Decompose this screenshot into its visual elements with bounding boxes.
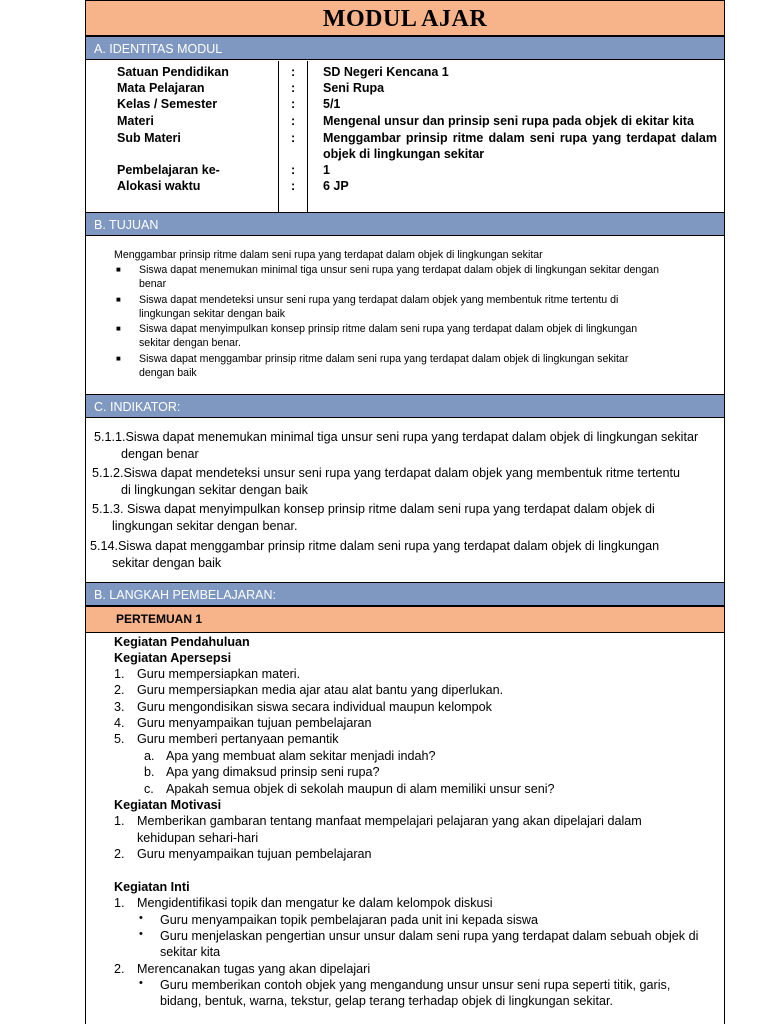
pemantik-item: Apa yang dimaksud prinsip seni rupa? [166,765,380,779]
list-item: Mengidentifikasi topik dan mengatur ke dalam kelompok diskusi [137,896,493,910]
identitas-label: Pembelajaran ke- [117,163,220,177]
list-letter: b. [144,765,155,779]
identitas-value: 1 [323,163,330,177]
section-indikator-header: C. INDIKATOR: [86,394,724,418]
list-item-cont: kehidupan sehari-hari [137,831,259,845]
identitas-value: Menggambar prinsip ritme dalam seni rupa yang terdapat dalam objek di lingkungan sekitar [323,131,717,161]
identitas-label: Kelas / Semester [117,97,218,111]
title-bar [86,0,724,36]
identitas-value: 5/1 [323,97,341,111]
bullet-icon: ■ [116,354,121,363]
bullet-icon: ■ [116,324,121,333]
bullet-icon: ■ [116,265,121,274]
list-letter: a. [144,749,155,763]
identitas-label: Mata Pelajaran [117,81,205,95]
section-tujuan-header: B. TUJUAN [86,212,724,236]
list-item: Guru memberi pertanyaan pemantik [137,732,339,746]
list-number: 1. [114,896,125,910]
tujuan-item: Siswa dapat menemukan minimal tiga unsur seni rupa yang terdapat dalam objek di lingkungan sekitar dengan [139,264,659,276]
list-item: Guru mempersiapkan media ajar atau alat bantu yang diperlukan. [137,683,504,697]
list-number: 2. [114,683,125,697]
list-number: 4. [114,716,125,730]
tujuan-item: Siswa dapat menyimpulkan konsep prinsip ritme dalam seni rupa yang terdapat dalam objek di lingkungan [139,323,638,335]
tujuan-item-cont: benar [139,278,167,290]
list-number: 5. [114,732,125,746]
indikator-item: 5.1.1.Siswa dapat menemukan minimal tiga unsur seni rupa yang terdapat dalam objek di lingkungan sekitar dengan benar [94,430,699,461]
identitas-value: Seni Rupa [323,81,385,95]
kegiatan-inti-heading: Kegiatan Inti [114,880,190,894]
indikator-item: 5.1.3. Siswa dapat menyimpulkan konsep prinsip ritme dalam seni rupa yang terdapat dalam objek di lingkungan sekitar dengan benar. [92,502,655,533]
page-edge-mark [724,996,732,1012]
list-item: Merencanakan tugas yang akan dipelajari [137,962,371,976]
list-item: Guru menyampaikan tujuan pembelajaran [137,847,372,861]
list-number: 2. [114,962,125,976]
pertemuan-header: PERTEMUAN 1 [86,606,724,633]
table-divider [307,61,308,212]
kegiatan-apersepsi-heading: Kegiatan Apersepsi [114,651,232,665]
identitas-value: Mengenal unsur dan prinsip seni rupa pada objek di ekitar kita [323,114,694,128]
bullet-icon: • [139,977,143,989]
identitas-value: 6 JP [323,179,349,193]
list-number: 2. [114,847,125,861]
indikator-item: 5.14.Siswa dapat menggambar prinsip ritme dalam seni rupa yang terdapat dalam objek di lingkungan sekitar dengan baik [90,539,660,570]
identitas-label: Sub Materi [117,131,181,145]
bullet-icon: • [139,928,143,940]
inti-bullet-item-cont: bidang, bentuk, warna, tekstur, gelap terang terhadap objek di lingkungan sekitar. [160,994,613,1008]
tujuan-item: Siswa dapat menggambar prinsip ritme dalam seni rupa yang terdapat dalam objek di lingkungan sekitar [139,353,629,365]
bullet-icon: • [139,912,143,924]
list-item: Guru menyampaikan tujuan pembelajaran [137,716,372,730]
page-title: MODUL AJAR [322,6,488,32]
pemantik-item: Apakah semua objek di sekolah maupun di alam memiliki unsur seni? [166,782,555,796]
list-number: 3. [114,700,125,714]
list-item: Memberikan gambaran tentang manfaat mempelajari pelajaran yang akan dipelajari dalam [137,814,642,828]
inti-bullet-item-cont: sekitar kita [160,945,221,959]
identitas-label: Materi [117,114,154,128]
tujuan-item-cont: dengan baik [139,367,197,379]
inti-bullet-item: Guru memberikan contoh objek yang mengandung unsur unsur seni rupa seperti titik, garis, [160,978,671,992]
list-item: Guru mengondisikan siswa secara individual maupun kelompok [137,700,492,714]
identitas-label: Alokasi waktu [117,179,201,193]
list-number: 1. [114,667,125,681]
section-identitas-header: A. IDENTITAS MODUL [86,36,724,60]
bullet-icon: ■ [116,295,121,304]
identitas-value: SD Negeri Kencana 1 [323,65,449,79]
identitas-label: Satuan Pendidikan [117,65,229,79]
table-divider [278,61,279,212]
list-letter: c. [144,782,154,796]
inti-bullet-item: Guru menjelaskan pengertian unsur unsur dalam seni rupa yang terdapat dalam sebuah objek di [160,929,699,943]
inti-bullet-item: Guru menyampaikan topik pembelajaran pada unit ini kepada siswa [160,913,539,927]
tujuan-intro: Menggambar prinsip ritme dalam seni rupa yang terdapat dalam objek di lingkungan sekitar [114,249,543,261]
kegiatan-pendahuluan-heading: Kegiatan Pendahuluan [114,635,250,649]
tujuan-item: Siswa dapat mendeteksi unsur seni rupa yang terdapat dalam objek yang membentuk ritme tertentu di [139,294,619,306]
kegiatan-motivasi-heading: Kegiatan Motivasi [114,798,222,812]
tujuan-item-cont: lingkungan sekitar dengan baik [139,308,286,320]
indikator-item: 5.1.2.Siswa dapat mendeteksi unsur seni rupa yang terdapat dalam objek yang membentuk ritme tertentu di lingkungan sekitar dengan baik [92,466,681,497]
section-langkah-header: B. LANGKAH PEMBELAJARAN: [86,582,724,606]
tujuan-item-cont: sekitar dengan benar. [139,337,241,349]
pemantik-item: Apa yang membuat alam sekitar menjadi indah? [166,749,436,763]
list-number: 1. [114,814,125,828]
list-item: Guru mempersiapkan materi. [137,667,301,681]
